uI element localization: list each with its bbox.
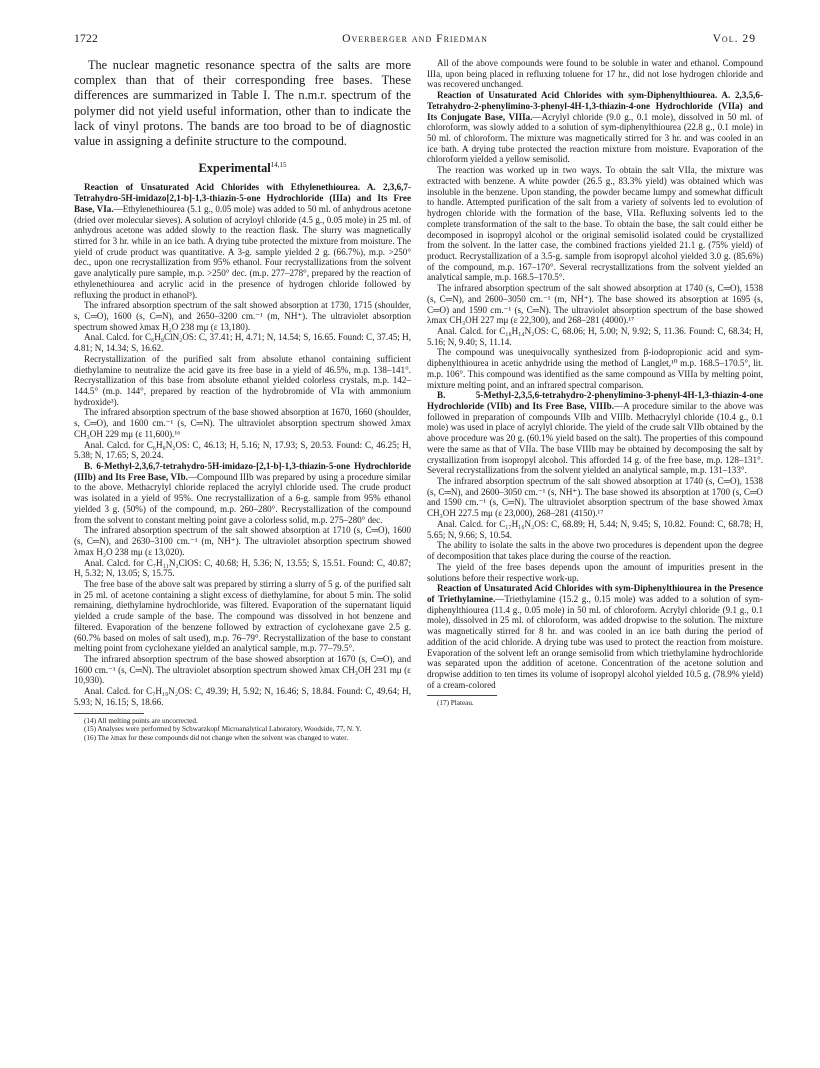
section-e-title: Reaction of Unsaturated Acid Chlorides with sym-Diphenylthiourea in the Presence of Triethylamine. — [427, 583, 763, 604]
footnote: (16) The λmax for these compounds did not change when the solvent was changed to water. — [84, 733, 349, 742]
section-a-paragraph: Reaction of Unsaturated Acid Chlorides with Ethylenethiourea. A. 2,3,6,7-Tetrahydro-5H-imidazo[2,1-b]-1,3-thiazin-5-one Hydrochloride (IIIa) and Its Free Base, VIa.—Ethylenethiourea (5.1 g., 0.05 mole) was added to 50 ml. of anhydrous acetone (dried over molecular sieves). A solution of acryloyl chloride (4.5 g., 0.05 mole) in 25 ml. of anhydrous acetone was added slowly to the reaction flask. The slurry was magnetically stirred for 3 hr. while in an ice bath. A drying tube protected the mixture from moisture. The yield of crude product was quantitative. A 3-g. sample yielded 2 g. (66.7%), m.p. >250° dec., upon one recrystallization from 95% ethanol. Four recrystallizations from the solvent gave analytically pure sample, m.p. >250° dec. (m.p. 277–278°, prepared by the reaction of ethylenethiourea and acrylic acid in the presence of hydrogen chloride followed by refluxing the product in ethanol³). — [74, 182, 412, 300]
section-a-title: Reaction of Unsaturated Acid Chlorides with Ethylenethiourea. A. 2,3,6,7-Tetrahydro-5H-imidazo[2,1-b]-1,3-thiazin-5-one Hydrochloride (IIIa) and Its Free Base, VIa. — [74, 182, 411, 214]
synthesis-paragraph: The compound was unequivocally synthesized from β-iodopropionic acid and sym-diphenylthiourea in acetic anhydride using the method of Langlet,¹⁰ m.p. 168.5–170.5°, lit. m.p. 106°. This compound was identified as the same compound as VIIIa by melting point, mixture melting point, and an infrared spectral comparison. — [427, 347, 763, 390]
ability-paragraph: The ability to isolate the salts in the above two procedures is dependent upon the degree of decomposition that takes place during the course of the reaction. — [427, 540, 763, 562]
solubility-paragraph: All of the above compounds were found to be soluble in water and ethanol. Compound IIIa, upon being placed in refluxing toluene for 17 hr., did not lose hydrogen chloride and was recovered unchanged. — [427, 58, 763, 90]
footnote: (15) Analyses were performed by Schwarzkopf Microanalytical Laboratory, Woodside, 77, N. Y. — [84, 725, 362, 734]
page-number: 1722 — [74, 32, 98, 45]
right-column — [427, 58, 763, 708]
intro-paragraph: The nuclear magnetic resonance spectra of the salts are more complex than that of their corresponding free bases. These differences are summarized in Table I. The n.m.r. spectrum of the polymer did not yield useful information, other than to indicate the lack of vinyl protons. The bands are too broad to be of diagnostic value in assigning a definite structure to the compound. — [74, 58, 411, 149]
ir-paragraph: The infrared absorption spectrum of the base showed absorption at 1670 (s, C═O), and 1600 cm.⁻¹ (s, C═N). The ultraviolet absorption spectrum showed λmax CH₃OH 231 mμ (ε 10,930). — [74, 653, 411, 686]
footnote-rule — [74, 713, 144, 714]
section-d-paragraph: B. 5-Methyl-2,3,5,6-tetrahydro-2-phenylimino-3-phenyl-4H-1,3-thiazin-4-one Hydrochloride (VIIb) and Its Free Base, VIIIb.—A procedure similar to the above was followed in preparation of compounds VIIb and VIIIb. Methacrylyl chloride (10.4 g., 0.1 mole) was used in place of acrylyl chloride. The yield of the crude salt VIIb obtained by the above procedure was 20 g. (60.1% yield based on the salt). The properties of this compound were the same as that of VIIa. The base VIIIb may be obtained by decomposing the salt by crystallization from isopropyl alcohol. This afforded 14 g. of the free base, m.p. 128–131°. Several recrystallizations from the solvent yielded an analytical sample, m.p. 131–133°. — [427, 390, 764, 476]
analysis-paragraph: Anal. Calcd. for C₇H₁₀N₂OS: C, 49.39; H, 5.92; N, 16.46; S, 18.84. Found: C, 49.64; H, 5.93; N, 16.15; S, 18.66. — [74, 686, 411, 707]
analysis-paragraph: Anal. Calcd. for C₇H₁₁N₂ClOS: C, 40.68; H, 5.36; N, 13.55; S, 15.51. Found: C, 40.87; H, 5.32; N, 13.05; S, 15.75. — [74, 557, 411, 579]
running-authors: Overberger and Friedman — [342, 32, 488, 45]
experimental-heading: Experimental$^{14,15}$ — [198, 161, 287, 176]
section-b-title: B. 6-Methyl-2,3,6,7-tetrahydro-5H-imidazo-[2,1-b]-1,3-thiazin-5-one Hydrochloride (IIIb) and Its Free Base, VIb. — [74, 461, 411, 482]
section-c-paragraph: Reaction of Unsaturated Acid Chlorides with sym-Diphenylthiourea. A. 2,3,5,6-Tetrahydro-2-phenylimino-3-phenyl-4H-1,3-thiazin-4-one Hydrochloride (VIIa) and Its Conjugate Base, VIIIa.—Acrylyl chloride (9.0 g., 0.1 mole), dissolved in 50 ml. of chloroform, was slowly added to a solution of sym-diphenylthiourea (22.8 g., 0.1 mole) in 50 ml. of chloroform. The mixture was magnetically stirred for 3 hr. and was cooled in an ice bath. A drying tube protected the reaction mixture from moisture. Evaporation of the chloroform yielded a yellow semisolid. — [427, 90, 763, 165]
footnote-rule — [427, 695, 497, 696]
yield-paragraph: The yield of the free bases depends upon the amount of impurities present in the solutions before their respective work-up. — [427, 561, 763, 583]
ir-paragraph: The infrared absorption spectrum of the salt showed absorption at 1710 (s, C═O), 1600 (s, C═N), and 2630–3100 cm.⁻¹ (m, NH⁺). The ultraviolet absorption spectrum showed λmax H₂O 238 mμ (ε 13,020). — [74, 525, 411, 557]
free-base-paragraph: The free base of the above salt was prepared by stirring a slurry of 5 g. of the purified salt in 25 ml. of acetone containing a slight excess of diethylamine, for about 5 min. The solid remaining, diethylamine hydrochloride, was filtered. Evaporation of the supernatant liquid yielded a crude sample of the base. The compound was dissolved in hot benzene and filtered. Evaporation of the benzene followed by extraction of cyclohexane gave 2.5 g. (60.7% based on moles of salt used), m.p. 76–79°. Recrystallization of the base to constant melting point from cyclohexane yielded an analytical sample, m.p. 77–79.5°. — [74, 578, 411, 654]
recrystallization-paragraph: Recrystallization of the purified salt from absolute ethanol containing sufficient diethylamine to neutralize the acid gave its free base in a yield of 46.5%, m.p. 138–141°. Recrystallization of this base from absolute ethanol yielded colorless crystals, m.p. 142–144.5° (m.p. 144°, prepared by reaction of the hydrobromide of VIa with ammonium hydroxide³). — [74, 353, 411, 407]
volume-label: Vol. 29 — [712, 32, 756, 45]
analysis-paragraph: Anal. Calcd. for C₁₆H₁₄N₂OS: C, 68.06; H, 5.00; N, 9.92; S, 11.36. Found: C, 68.34; H, 5.16; N, 9.40; S, 11.14. — [427, 325, 763, 347]
workup-paragraph: The reaction was worked up in two ways. To obtain the salt VIIa, the mixture was extracted with benzene. A white powder (26.5 g., 83.3% yield) was obtained which was insoluble in the benzene. Upon standing, the powder became lumpy and somewhat difficult to handle. Attempted purification of the salt from a variety of solvents led to evolution of hydrogen chloride with the formation of the base, VIIa. Refluxing solvents led to the complete transformation of the salt to the base. To obtain the base, the salt could either be decomposed in isopropyl alcohol or the original semisolid isolated could be crystallized from the solvent. In the latter case, the combined fractions yielded 21.1 g. (75% yield) of product. Recrystallization of a 3.5-g. sample from isopropyl alcohol yielded 3.0 g. (85.6%) of the compound, m.p. 167–170°. Several recrystallizations from the solvent yielded an analytical sample, m.p. 168.5–170.5°. — [427, 165, 763, 283]
section-b-paragraph: B. 6-Methyl-2,3,6,7-tetrahydro-5H-imidazo-[2,1-b]-1,3-thiazin-5-one Hydrochloride (IIIb) and Its Free Base, VIb.—Compound IIIb was prepared by using a procedure similar to the above. Methacrylyl chloride replaced the acrylyl chloride used. The crude product was isolated in a yield of 95%. One recrystallization of a 6-g. sample from 95% ethanol yielded 3 g. (50%) of the compound, m.p. 260–280°. Recrystallization of the compound from the solvent to constant melting point gave a colorless solid, m.p. 275–280° dec. — [74, 461, 411, 525]
footnote: (17) Plateau. — [437, 699, 474, 708]
ir-paragraph: The infrared absorption spectrum of the salt showed absorption at 1740 (s, C═O), 1538 (s, C═N), and 2600–3050 cm.⁻¹ (s, NH⁺). The base showed its absorption at 1700 (s, C═O and 1590 cm.⁻¹ (s, C═N). The ultraviolet absorption spectrum of the base showed λmax CH₃OH 227.5 mμ (ε 23,000), 268–281 (4150).¹⁷ — [427, 476, 763, 519]
footnote: (14) All melting points are uncorrected. — [84, 716, 198, 725]
section-e-paragraph: Reaction of Unsaturated Acid Chlorides with sym-Diphenylthiourea in the Presence of Triethylamine.—Triethylamine (15.2 g., 0.15 mole) was added to a solution of sym-diphenylthiourea (11.4 g., 0.05 mole) in 50 ml. of chloroform. Acrylyl chloride (9.1 g., 0.1 mole), dissolved in 25 ml. of chloroform, was added dropwise to the solution. The mixture was magnetically stirred for 8 hr. and was cooled in an ice bath during the period of addition of the acid chloride. A drying tube was used to protect the reaction from moisture. Evaporation of the solvent left an orange semisolid from which triethylamine hydrochloride was separated upon the addition of acetone. Concentration of the acetone solution and dropwise addition to ten times its volume of isopropyl alcohol yielded 10.5 g. (78.9% yield) of a cream-colored — [427, 583, 763, 690]
ir-paragraph: The infrared absorption spectrum of the salt showed absorption at 1730, 1715 (shoulder, s, C═O), 1600 (s, C═N), and 2650–3200 cm.⁻¹ (m, NH⁺). The ultraviolet absorption spectrum showed λmax H₂O 238 mμ (ε 13,180). — [74, 300, 411, 332]
section-d-title: B. 5-Methyl-2,3,5,6-tetrahydro-2-phenylimino-3-phenyl-4H-1,3-thiazin-4-one Hydrochloride (VIIb) and Its Free Base, VIIIb. — [427, 390, 763, 411]
left-column — [74, 58, 411, 742]
ir-paragraph: The infrared absorption spectrum of the salt showed absorption at 1740 (s, C═O), 1538 (s, C═N), and 2600–3050 cm.⁻¹ (m, NH⁺). The base showed its absorption at 1695 (s, C═O) and 1590 cm.⁻¹ (s, C═N). The ultraviolet absorption spectrum of the base showed λmax CH₃OH 227 mμ (ε 22,300), and 268–281 (4000).¹⁷ — [427, 283, 763, 326]
running-header — [74, 32, 756, 48]
analysis-paragraph: Anal. Calcd. for C₁₇H₁₆N₂OS: C, 68.89; H, 5.44; N, 9.45; S, 10.82. Found: C, 68.78; H, 5.65; N, 9.66; S, 10.54. — [427, 518, 763, 540]
section-c-title: Reaction of Unsaturated Acid Chlorides with sym-Diphenylthiourea. A. 2,3,5,6-Tetrahydro-2-phenylimino-3-phenyl-4H-1,3-thiazin-4-one Hydrochloride (VIIa) and Its Conjugate Base, VIIIa. — [427, 90, 763, 122]
analysis-paragraph: Anal. Calcd. for C₆H₈ClN₂OS: C, 37.41; H, 4.71; N, 14.54; S, 16.65. Found: C, 37.45; H, 4.81; N, 14.34; S, 16.62. — [74, 332, 411, 354]
ir-paragraph: The infrared absorption spectrum of the base showed absorption at 1670, 1660 (shoulder, s, C═O), and 1600 cm.⁻¹ (s, C═N). The ultraviolet absorption spectrum showed λmax CH₃OH 229 mμ (ε 11,600).¹⁶ — [74, 407, 411, 439]
analysis-paragraph: Anal. Calcd. for C₆H₈N₂OS: C, 46.13; H, 5.16; N, 17.93; S, 20.53. Found: C, 46.25; H, 5.38; N, 17.65; S, 20.24. — [74, 439, 411, 461]
